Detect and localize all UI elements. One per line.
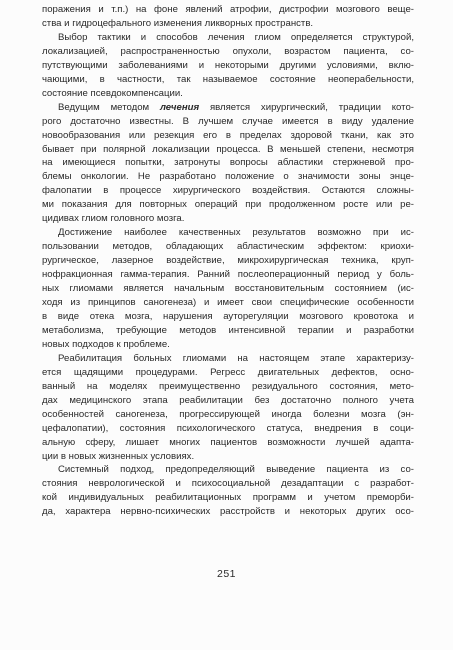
text-line: стояния неврологической и психосоциальной дезадаптации с разработ- <box>42 478 414 490</box>
text-line: рургическое, лазерное воздействие, микрохирургическая техника, круп- <box>42 255 414 267</box>
text-line: новообразования или резекция его в пределах здоровой ткани, как это <box>42 129 414 141</box>
text-line: кой индивидуальных реабилитационных программ и учетом преморби- <box>42 492 414 504</box>
text-line: особенностей саногенеза, прогрессирующей иногда болезни мозга (эн- <box>42 408 414 420</box>
text-line: локализацией, распространенностью опухоли, возрастом пациента, со- <box>42 45 414 57</box>
text-line: ных глиомами является начальным восстановительным состоянием (ис- <box>42 283 414 295</box>
paragraph-3 <box>42 101 414 227</box>
text-line: поражения и т.п.) на фоне явлений атрофии, дистрофии мозгового веще- <box>42 4 414 15</box>
text-line: цидивах глиом головного мозга. <box>42 213 185 225</box>
text-line: чающими, в частности, так называемое состояние неоперабельности, <box>42 73 414 85</box>
text-line: ванный на моделях преимущественно резидуального состояния, мето- <box>42 380 414 392</box>
text-line: Системный подход, предопределяющий выведение пациента из со- <box>58 464 414 476</box>
text-line: ходя из принципов саногенеза) и имеет свои специфические особенности <box>42 297 414 309</box>
text-line: Достижение наиболее качественных результатов возможно при ис- <box>58 227 414 239</box>
text-line: состояние псевдокомпенсации. <box>42 87 183 99</box>
text-line: Реабилитация больных глиомами на настоящем этапе характеризу- <box>58 352 414 364</box>
page-number: 251 <box>216 568 237 580</box>
paragraph-2 <box>42 31 414 101</box>
paragraph-5 <box>42 352 414 464</box>
text-line: фалопатии в процессе хирургического воздействия. Остаются сложны- <box>42 185 414 197</box>
paragraph-1 <box>42 3 414 31</box>
text-line: бывает при полярной локализации процесса. В меньшей степени, несмотря <box>42 143 414 155</box>
text-line: Ведущим методом лечения является хирургический, традиции кото- <box>58 101 414 113</box>
text-line: дах медицинского этапа реабилитации без достаточно полного учета <box>42 394 414 406</box>
text-line: да, характера нервно-психических расстройств и некоторых других осо- <box>42 506 414 518</box>
text-line: нофракционная гамма-терапия. Ранний послеоперационный период у боль- <box>42 269 414 281</box>
text-line: ется щадящими процедурами. Регресс двигательных дефектов, осно- <box>42 366 414 378</box>
text-line: в виде отека мозга, нарушения ауторегуляции мозгового кровотока и <box>42 310 414 322</box>
text-line: альную сферу, лишает многих пациентов возможности лучшей адапта- <box>42 436 414 448</box>
body-text <box>42 3 414 519</box>
text-line: цефалопатии), состояния психологического статуса, внедрения в соци- <box>42 422 414 434</box>
text-line: на имеющиеся попытки, затронуты вопросы абластики стержневой про- <box>42 157 414 169</box>
text-line: рого достаточно известны. В лучшем случае имеется в виду удаление <box>42 115 414 127</box>
text-line: блемы онкологии. Не разработано положение о значимости зоны энце- <box>42 171 414 183</box>
text-line: путствующими заболеваниями и некоторыми другими условиями, вклю- <box>42 59 414 71</box>
text-line: метаболизма, требующие методов интенсивной терапии и разработки <box>42 324 414 336</box>
paragraph-6 <box>42 463 414 519</box>
text-line: ми показания для повторных операций при продолженном росте или ре- <box>42 199 414 211</box>
text-line: ства и гидроцефального изменения ликворных пространств. <box>42 17 314 29</box>
text-line: новых подходов к проблеме. <box>42 338 170 350</box>
text-line: пользовании методов, обладающих абластическим эффектом: криохи- <box>42 241 414 253</box>
text-line: ции в новых жизненных условиях. <box>42 450 195 462</box>
paragraph-4 <box>42 226 414 352</box>
text-line: Выбор тактики и способов лечения глиом определяется структурой, <box>58 31 414 43</box>
